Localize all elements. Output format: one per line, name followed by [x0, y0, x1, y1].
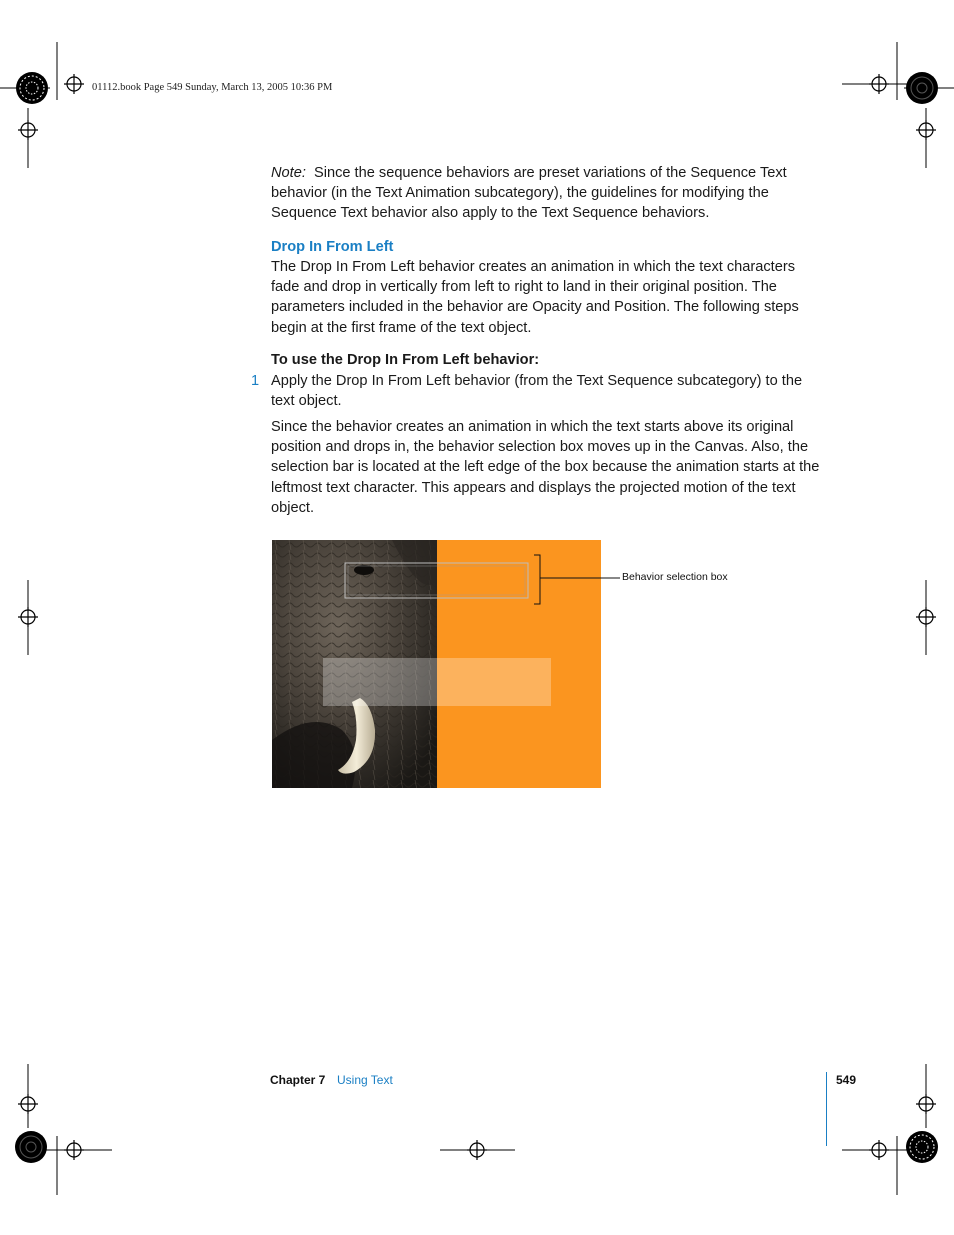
footer-chapter: Chapter 7 — [270, 1073, 326, 1087]
crosshair-icon — [18, 1094, 38, 1114]
callout-bracket — [530, 554, 622, 608]
crosshair-icon — [869, 74, 889, 94]
crosshair-icon — [64, 1140, 84, 1160]
starburst-icon — [16, 72, 48, 104]
starburst-icon — [15, 1131, 47, 1163]
section-title: Drop In From Left — [271, 239, 394, 255]
note-label: Note: — [271, 165, 306, 181]
section-paragraph: The Drop In From Left behavior creates an animation in which the text characters fade and drop in vertically from left to right to land in their original position. The parameters included in the behavior are Opacity and Position. The following steps begin at the first frame of the text object. — [271, 259, 799, 336]
crosshair-icon — [64, 74, 84, 94]
crosshair-icon — [916, 607, 936, 627]
step-text: Apply the Drop In From Left behavior (from the Text Sequence subcategory) to the text object. — [271, 373, 803, 410]
crosshair-icon — [869, 1140, 889, 1160]
crosshair-icon — [18, 120, 38, 140]
page-number: 549 — [836, 1073, 857, 1087]
print-header: 01112.book Page 549 Sunday, March 13, 2005 10:36 PM — [92, 82, 333, 93]
text-motion-bar — [323, 658, 551, 706]
crosshair-icon — [467, 1140, 487, 1160]
step-followup: Since the behavior creates an animation in which the text starts above its original position and drops in, the behavior selection box moves up in the Canvas. Also, the selection bar is located at the left edge of the box because the animation starts at the leftmost text character. This appears and displays the projected motion of the text object. — [271, 419, 820, 516]
crosshair-icon — [916, 1094, 936, 1114]
crosshair-icon — [18, 607, 38, 627]
crosshair-icon — [916, 120, 936, 140]
procedure-title: To use the Drop In From Left behavior: — [271, 352, 540, 368]
step-number: 1 — [251, 373, 260, 389]
note-paragraph — [271, 163, 827, 224]
footer-divider — [826, 1072, 827, 1146]
starburst-icon — [906, 1131, 938, 1163]
callout-label: Behavior selection box — [622, 571, 728, 583]
starburst-icon — [906, 72, 938, 104]
footer-chapter-title-link[interactable]: Using Text — [337, 1073, 393, 1087]
note-text: Since the sequence behaviors are preset variations of the Sequence Text behavior (in the Text Animation subcategory), the guidelines for modifying the Sequence Text behavior also apply to the Text Sequence behaviors. — [271, 165, 787, 222]
